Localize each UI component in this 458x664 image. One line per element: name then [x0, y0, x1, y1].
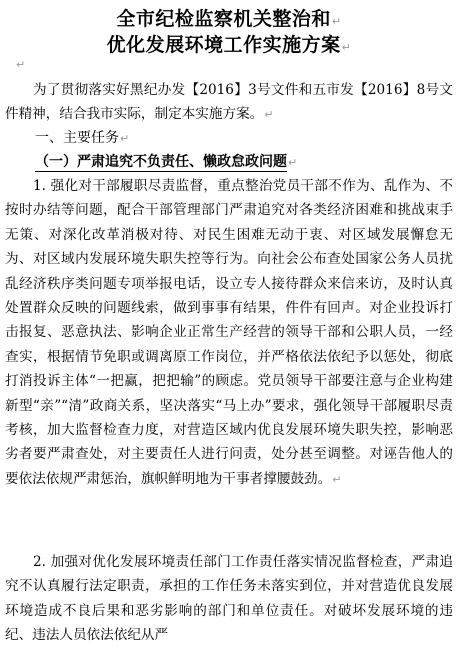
document-title-line-2: 优化发展环境工作实施方案↵ [106, 34, 352, 56]
task-item-1: 1. 强化对干部履职尽责监督，重点整治党员干部不作为、乱作为、不按时办结等问题，配合干部管理部门严肃追究对各类经济困难和挑战束手无策、对深化改革消极对待、对民生困难无动于衷、对区域发展懈怠无为、对区域内发展环境失职失控等行为。向社会公布查处国家公务人员扰乱经济秩序类问题专项举报电话，设立专人接待群众来信来访，及时认真处置群众反映的问题线索，做到事事有结果，件件有回声。对企业投诉打击报复、恶意执法、影响企业正常生产经营的领导干部和公职人员，一经查实，根据情节免职或调离原工作岗位，并严格依法依纪予以惩处，彻底打消投诉主体“一把赢，把把输”的顾虑。党员领导干部要注意与企业构建新型“亲”“清”政商关系，坚决落实“马上办”要求，强化领导干部履职尽责考核，加大监督检查力度，对营造区域内优良发展环境失职失控，影响恶劣者要严肃查处，对主要责任人进行问责，处分甚至调整。对诬告他人的要依法依规严肃惩治，旗帜鲜明地为干事者撑腰鼓劲。↵ [5, 178, 453, 487]
section-heading: 一、主要任务↵ [35, 130, 130, 146]
subsection-heading: （一）严肃追究不负责任、懒政怠政问题↵ [35, 154, 298, 170]
document-title-line-1: 全市纪检监察机关整治和↵ [116, 8, 342, 30]
empty-paragraph-mark: ↵ [16, 58, 26, 71]
task-item-2: 2. 加强对优化发展环境责任部门工作责任落实情况监督检查，严肃追究不认真履行法定职责，承担的工作任务未落实到位，并对营造优良发展环境造成不良后果和恶劣影响的部门和单位责任。对破坏发展环境的违纪、违法人员依法依纪从严 [5, 554, 453, 644]
intro-paragraph: 为了贯彻落实好黑纪办发【2016】3号文件和五市发【2016】8号文件精神，结合我市实际，制定本实施方案。↵ [5, 82, 453, 123]
